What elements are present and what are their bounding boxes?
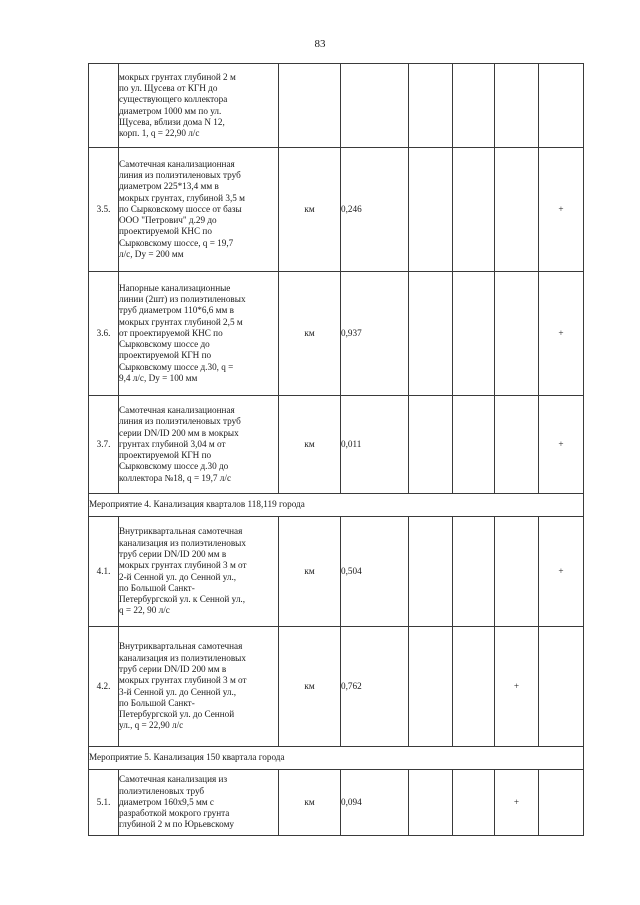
mark-cell [495, 148, 539, 272]
item-description [119, 148, 279, 272]
item-description [119, 396, 279, 494]
works-table [88, 63, 584, 836]
mark-cell [453, 396, 495, 494]
mark-cell [409, 517, 453, 627]
description-line: мокрых грунтах глубиной 2 м [119, 71, 236, 82]
table-row [89, 272, 584, 396]
mark-cell [453, 148, 495, 272]
section-title: Мероприятие 5. Канализация 150 квартала города [89, 747, 584, 770]
item-unit: км [279, 272, 341, 396]
description-line: Внутриквартальная самотечная [119, 526, 243, 537]
description-line: 9,4 л/с, Dу = 100 мм [119, 373, 198, 384]
item-value: 0,762 [341, 627, 409, 747]
table-row [89, 627, 584, 747]
item-number: 3.6. [89, 272, 119, 396]
item-unit: км [279, 627, 341, 747]
mark-cell [539, 627, 584, 747]
mark-cell [453, 64, 495, 148]
description-line: проектируемой КГН по [119, 450, 212, 461]
description-line: мокрых грунтах глубиной 2,5 м [119, 316, 243, 327]
mark-cell [409, 64, 453, 148]
description-line: Сырковскому шоссе до [119, 339, 210, 350]
table-row [89, 517, 584, 627]
section-title: Мероприятие 4. Канализация кварталов 118,119 города [89, 494, 584, 517]
description-line: канализация из полиэтиленовых [119, 537, 246, 548]
description-line: Петербургской ул. к Сенной ул., [119, 594, 246, 605]
mark-cell: + [539, 272, 584, 396]
mark-cell [409, 627, 453, 747]
description-line: грунтах глубиной 3,04 м от [119, 438, 226, 449]
item-description [119, 272, 279, 396]
mark-cell [409, 272, 453, 396]
mark-cell [495, 64, 539, 148]
description-line: линия из полиэтиленовых труб [119, 416, 241, 427]
description-line: л/с, Dу = 200 мм [119, 249, 184, 260]
mark-cell: + [539, 148, 584, 272]
description-line: ул., q = 22,90 л/с [119, 720, 184, 731]
item-value: 0,011 [341, 396, 409, 494]
item-unit [279, 64, 341, 148]
description-line: Внутриквартальная самотечная [119, 641, 243, 652]
item-number: 3.7. [89, 396, 119, 494]
item-description [119, 64, 279, 148]
item-unit: км [279, 517, 341, 627]
description-line: труб серии DN/ID 200 мм в [119, 663, 227, 674]
item-number: 5.1. [89, 770, 119, 836]
item-value: 0,504 [341, 517, 409, 627]
description-line: по Сырковскому шоссе от базы [119, 203, 242, 214]
description-line: проектируемой КНС по [119, 226, 212, 237]
mark-cell [453, 272, 495, 396]
description-line: 3-й Сенной ул. до Сенной ул., [119, 686, 237, 697]
description-line: Напорные канализационные [119, 282, 231, 293]
description-line: по Большой Санкт- [119, 582, 195, 593]
mark-cell: + [495, 770, 539, 836]
description-line: проектируемой КГН по [119, 350, 212, 361]
item-unit: км [279, 770, 341, 836]
table-row [89, 770, 584, 836]
description-line: мокрых грунтах глубиной 3 м от [119, 560, 247, 571]
description-line: ООО "Петрович" д.29 до [119, 215, 217, 226]
item-number: 4.2. [89, 627, 119, 747]
description-line: 2-й Сенной ул. до Сенной ул., [119, 571, 237, 582]
description-line: линия из полиэтиленовых труб [119, 169, 241, 180]
item-description [119, 770, 279, 836]
mark-cell: + [539, 396, 584, 494]
item-unit: км [279, 148, 341, 272]
description-line: канализация из полиэтиленовых [119, 652, 246, 663]
mark-cell [495, 272, 539, 396]
description-line: Щусева, вблизи дома N 12, [119, 116, 225, 127]
description-line: мокрых грунтах, глубиной 3,5 м [119, 192, 245, 203]
mark-cell [453, 627, 495, 747]
item-description [119, 517, 279, 627]
description-line: серии DN/ID 200 мм в мокрых [119, 427, 239, 438]
description-line: q = 22, 90 л/с [119, 605, 170, 616]
item-unit: км [279, 396, 341, 494]
page-number: 83 [314, 38, 326, 50]
mark-cell: + [539, 517, 584, 627]
description-line: корп. 1, q = 22,90 л/с [119, 128, 200, 139]
mark-cell [539, 770, 584, 836]
mark-cell [453, 770, 495, 836]
description-line: Сырковскому шоссе, q = 19,7 [119, 237, 234, 248]
item-number [89, 64, 119, 148]
description-line: полиэтиленовых труб [119, 785, 205, 796]
description-line: мокрых грунтах глубиной 3 м от [119, 675, 247, 686]
table-row [89, 64, 584, 148]
item-value: 0,246 [341, 148, 409, 272]
table-row [89, 396, 584, 494]
item-value: 0,094 [341, 770, 409, 836]
description-line: Сырковскому шоссе д.30 до [119, 461, 229, 472]
mark-cell [409, 148, 453, 272]
mark-cell [539, 64, 584, 148]
description-line: существующего коллектора [119, 94, 228, 105]
item-number: 4.1. [89, 517, 119, 627]
mark-cell [453, 517, 495, 627]
item-number: 3.5. [89, 148, 119, 272]
description-line: диаметром 1000 мм по ул. [119, 105, 222, 116]
description-line: Сырковскому шоссе д.30, q = [119, 361, 234, 372]
mark-cell [409, 770, 453, 836]
mark-cell [495, 396, 539, 494]
description-line: Петербургской ул. до Сенной [119, 709, 235, 720]
section-row [89, 494, 584, 517]
description-line: от проектируемой КНС по [119, 327, 223, 338]
description-line: диаметром 160х9,5 мм с [119, 796, 214, 807]
description-line: по ул. Щусева от КГН до [119, 82, 218, 93]
mark-cell [495, 517, 539, 627]
item-description [119, 627, 279, 747]
description-line: коллектора №18, q = 19,7 л/с [119, 472, 232, 483]
description-line: труб диаметром 110*6,6 мм в [119, 305, 234, 316]
description-line: диаметром 225*13,4 мм в [119, 181, 219, 192]
mark-cell [409, 396, 453, 494]
item-value [341, 64, 409, 148]
description-line: разработкой мокрого грунта [119, 808, 230, 819]
description-line: линии (2шт) из полиэтиленовых [119, 293, 246, 304]
section-row [89, 747, 584, 770]
item-value: 0,937 [341, 272, 409, 396]
description-line: по Большой Санкт- [119, 697, 195, 708]
description-line: труб серии DN/ID 200 мм в [119, 548, 227, 559]
mark-cell: + [495, 627, 539, 747]
description-line: Самотечная канализационная [119, 404, 235, 415]
description-line: глубиной 2 м по Юрьевскому [119, 819, 234, 830]
description-line: Самотечная канализация из [119, 774, 228, 785]
description-line: Самотечная канализационная [119, 158, 235, 169]
table-row [89, 148, 584, 272]
